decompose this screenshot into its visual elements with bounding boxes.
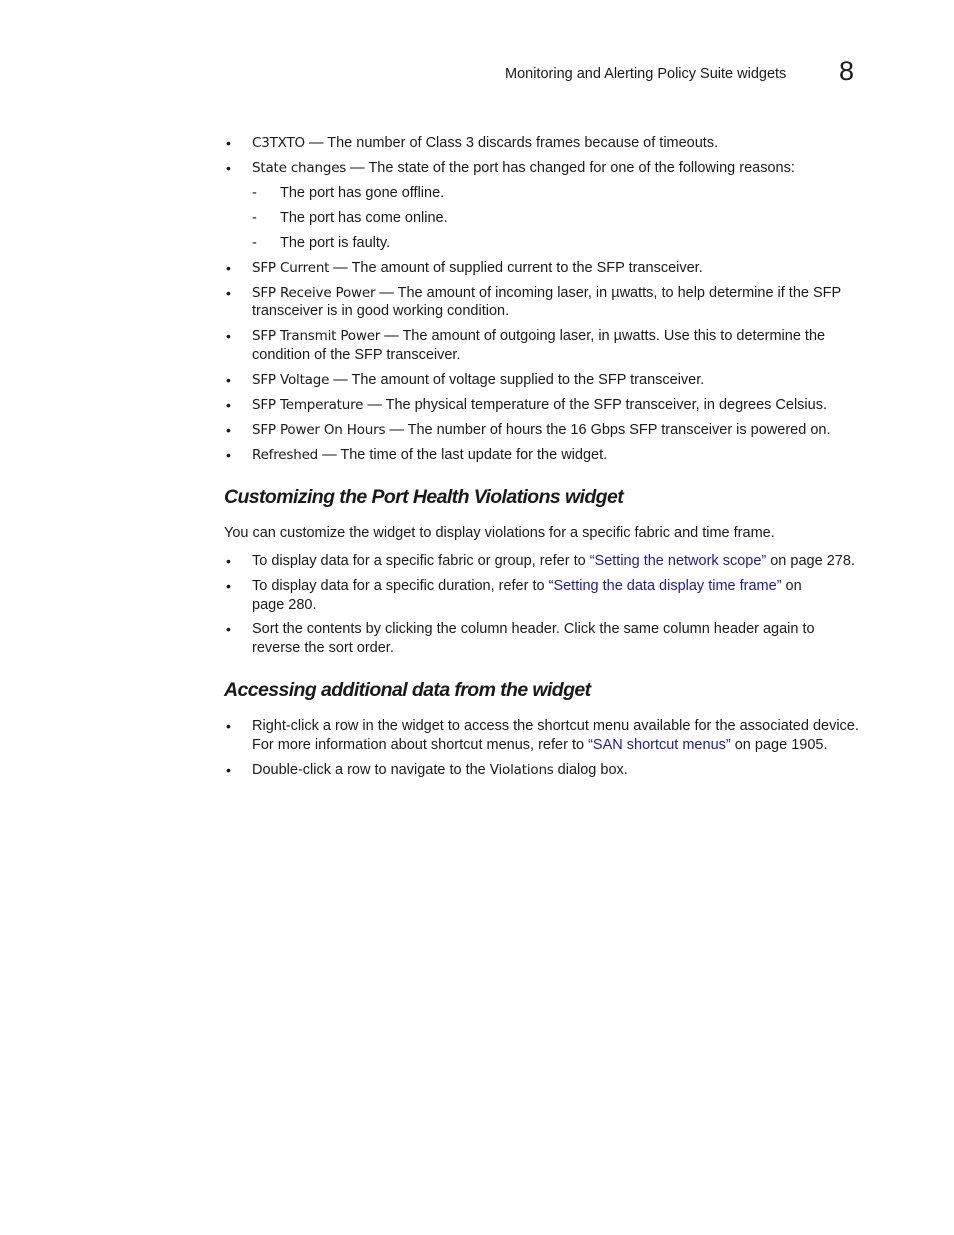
term-label: C3TXTO (252, 135, 305, 151)
bullet-icon: • (226, 397, 231, 413)
bullet-icon: • (226, 260, 231, 276)
bullet-icon: • (226, 578, 231, 594)
chapter-number: 8 (839, 56, 855, 86)
bullet-icon: • (226, 328, 231, 344)
term-label: SFP Receive Power (252, 285, 376, 301)
bullet-icon: • (226, 285, 231, 301)
term-description: — The amount of voltage supplied to the SFP transceiver. (329, 372, 705, 388)
bullet-icon: • (226, 447, 231, 463)
bullet-icon: • (226, 621, 231, 637)
dash-icon: - (252, 210, 257, 226)
link-setting-network-scope[interactable]: “Setting the network scope” (589, 553, 767, 569)
running-header-title: Monitoring and Alerting Policy Suite widgets (505, 66, 787, 82)
term-label: SFP Current (252, 260, 330, 276)
bullet-icon: • (226, 553, 231, 569)
bullet-icon: • (226, 718, 231, 734)
term-description: — The number of Class 3 discards frames because of timeouts. (304, 135, 719, 151)
bullet-icon: • (226, 762, 231, 778)
section-intro: You can customize the widget to display violations for a specific fabric and time frame. (224, 525, 775, 541)
dash-icon: - (252, 185, 257, 201)
term-description: — The amount of incoming laser, in µwatts, to help determine if the SFP (375, 285, 842, 301)
section-heading-accessing: Accessing additional data from the widget (224, 679, 591, 701)
section-heading-customizing: Customizing the Port Health Violations widget (224, 486, 624, 508)
term-label: Refreshed (252, 447, 319, 463)
term-description: — The physical temperature of the SFP transceiver, in degrees Celsius. (363, 397, 827, 413)
link-san-shortcut-menus[interactable]: “SAN shortcut menus” (588, 737, 731, 753)
term-description: — The state of the port has changed for one of the following reasons: (346, 160, 795, 176)
dash-icon: - (252, 235, 257, 251)
link-setting-data-display-time-frame[interactable]: “Setting the data display time frame” (548, 578, 782, 594)
term-label: Violations (489, 762, 554, 778)
term-description: — The time of the last update for the widget. (318, 447, 608, 463)
bullet-icon: • (226, 422, 231, 438)
term-description: — The amount of supplied current to the SFP transceiver. (329, 260, 703, 276)
term-description: — The number of hours the 16 Gbps SFP transceiver is powered on. (385, 422, 831, 438)
bullet-icon: • (226, 372, 231, 388)
term-label: State changes (252, 160, 347, 176)
term-label: SFP Power On Hours (252, 422, 386, 438)
term-label: SFP Transmit Power (252, 328, 381, 344)
bullet-icon: • (226, 135, 231, 151)
bullet-icon: • (226, 160, 231, 176)
term-label: SFP Temperature (252, 397, 364, 413)
term-description: — The amount of outgoing laser, in µwatts. Use this to determine the (380, 328, 826, 344)
term-label: SFP Voltage (252, 372, 330, 388)
